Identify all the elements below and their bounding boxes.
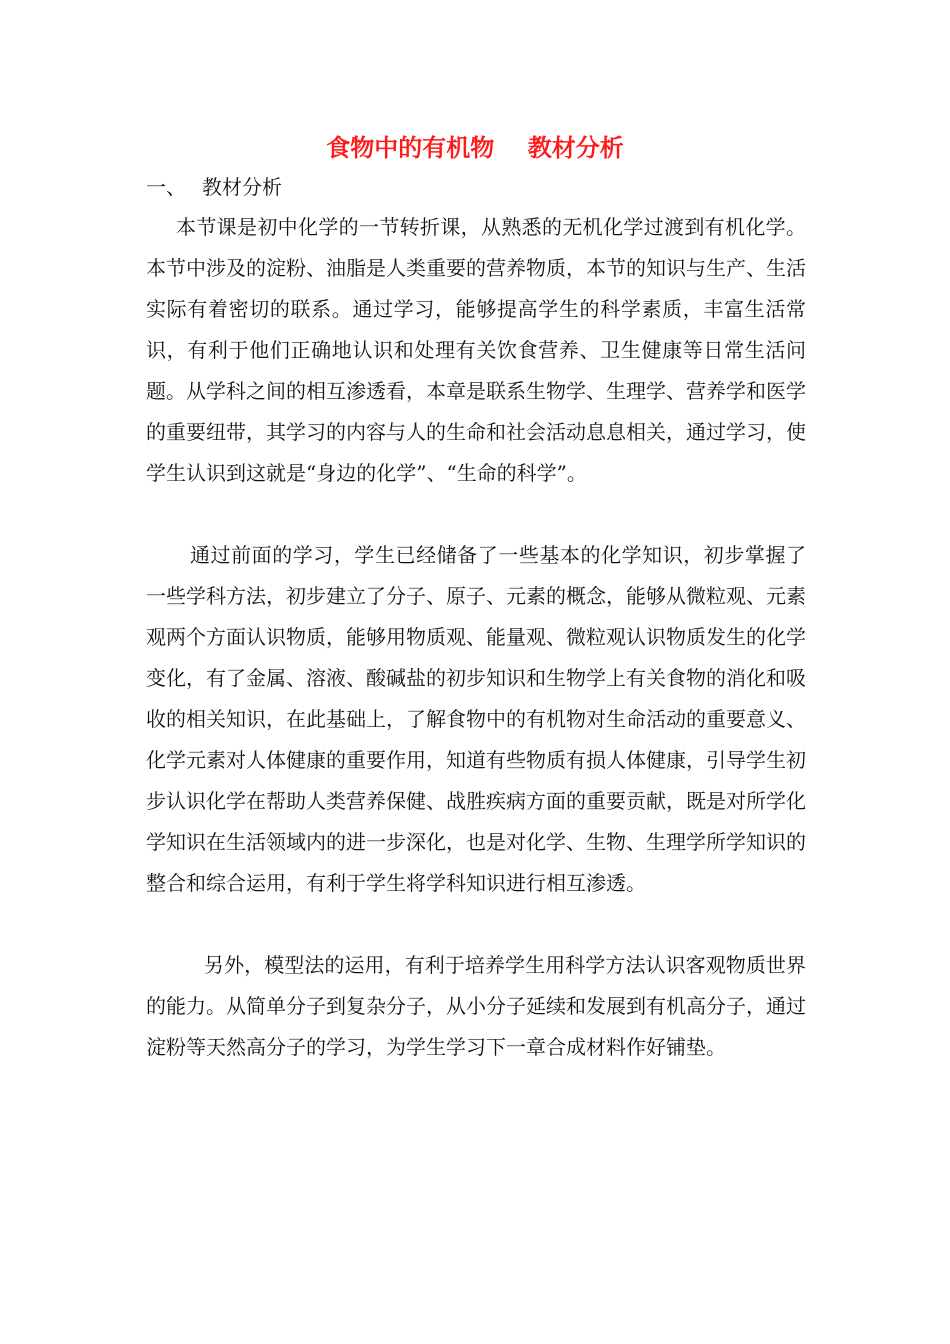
section-heading [146, 170, 282, 204]
document-title: 食物中的有机物 教材分析 [326, 134, 624, 162]
paragraph-model-method: 另外，模型法的运用，有利于培养学生用科学方法认识客观物质世界的能力。从简单分子到复杂分子，从小分子延续和发展到有机高分子，通过淀粉等天然高分子的学习，为学生学习下一章合成材料作好铺垫。 [146, 953, 806, 1059]
paragraph-intro: 本节课是初中化学的一节转折课，从熟悉的无机化学过渡到有机化学。本节中涉及的淀粉、油脂是人类重要的营养物质，本节的知识与生产、生活实际有着密切的联系。通过学习，能够提高学生的科学素质，丰富生活常识，有利于他们正确地认识和处理有关饮食营养、卫生健康等日常生活问题。从学科之间的相互渗透看，本章是联系生物学、生理学、营养学和医学的重要纽带，其学习的内容与人的生命和社会活动息息相关，通过学习，使学生认识到这就是“身边的化学”、“生命的科学”。 [146, 215, 806, 485]
paragraph-prior-knowledge: 通过前面的学习，学生已经储备了一些基本的化学知识，初步掌握了一些学科方法，初步建立了分子、原子、元素的概念，能够从微粒观、元素观两个方面认识物质，能够用物质观、能量观、微粒观认识物质发生的化学变化，有了金属、溶液、酸碱盐的初步知识和生物学上有关食物的消化和吸收的相关知识，在此基础上，了解食物中的有机物对生命活动的重要意义、化学元素对人体健康的重要作用，知道有些物质有损人体健康，引导学生初步认识化学在帮助人类营养保健、战胜疾病方面的重要贡献，既是对所学化学知识在生活领域内的进一步深化，也是对化学、生物、生理学所学知识的整合和综合运用，有利于学生将学科知识进行相互渗透。 [146, 543, 806, 895]
section-number: 一、 [146, 175, 186, 199]
section-heading-text: 教材分析 [202, 175, 282, 199]
